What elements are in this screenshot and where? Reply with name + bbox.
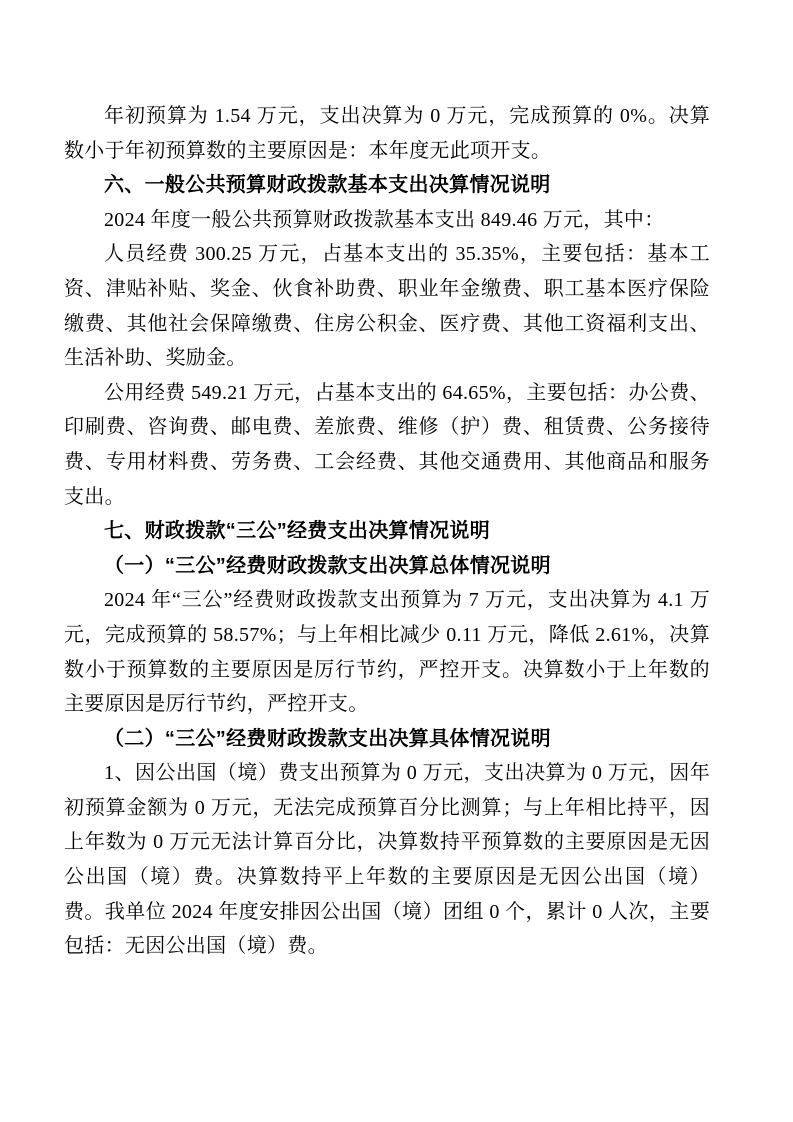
- paragraph-budget-completion: 年初预算为 1.54 万元，支出决算为 0 万元，完成预算的 0%。决算数小于年初预算数的主要原因是：本年度无此项开支。: [64, 105, 710, 162]
- subsection-heading-two-specific-situation: （二）“三公”经费财政拨款支出决算具体情况说明: [104, 727, 551, 750]
- paragraph-basic-expenditure-total: 2024 年度一般公共预算财政拨款基本支出 849.46 万元，其中：: [104, 208, 665, 231]
- paragraph-public-funds: 公用经费 549.21 万元，占基本支出的 64.65%，主要包括：办公费、印刷费、咨询费、邮电费、差旅费、维修（护）费、租赁费、公务接待费、专用材料费、劳务费、工会经费、其他交通费用、其他商品和服务支出。: [64, 381, 710, 508]
- section-heading-six-basic-expenditure: 六、一般公共预算财政拨款基本支出决算情况说明: [104, 174, 551, 197]
- subsection-heading-one-overall-situation: （一）“三公”经费财政拨款支出决算总体情况说明: [104, 554, 551, 577]
- document-content: [64, 99, 710, 964]
- paragraph-three-public-overall: 2024 年“三公”经费财政拨款支出预算为 7 万元，支出决算为 4.1 万元，完成预算的 58.57%；与上年相比减少 0.11 万元，降低 2.61%，决算数小于预算数的主要原因是厉行节约，严控开支。决算数小于上年数的主要原因是厉行节约，严控开支。: [64, 589, 710, 716]
- section-heading-seven-three-public-funds: 七、财政拨款“三公”经费支出决算情况说明: [104, 520, 490, 543]
- paragraph-personnel-funds: 人员经费 300.25 万元，占基本支出的 35.35%，主要包括：基本工资、津贴补贴、奖金、伙食补助费、职业年金缴费、职工基本医疗保险缴费、其他社会保障缴费、住房公积金、医疗费、其他工资福利支出、生活补助、奖励金。: [64, 243, 710, 370]
- paragraph-overseas-travel-expense: 1、因公出国（境）费支出预算为 0 万元，支出决算为 0 万元，因年初预算金额为 0 万元，无法完成预算百分比测算；与上年相比持平，因上年数为 0 万元无法计算百分比，决算数持平预算数的主要原因是无因公出国（境）费。决算数持平上年数的主要原因是无因公出国（境）费。我单位 2024 年度安排因公出国（境）团组 0 个，累计 0 人次，主要包括：无因公出国（境）费。: [64, 762, 710, 958]
